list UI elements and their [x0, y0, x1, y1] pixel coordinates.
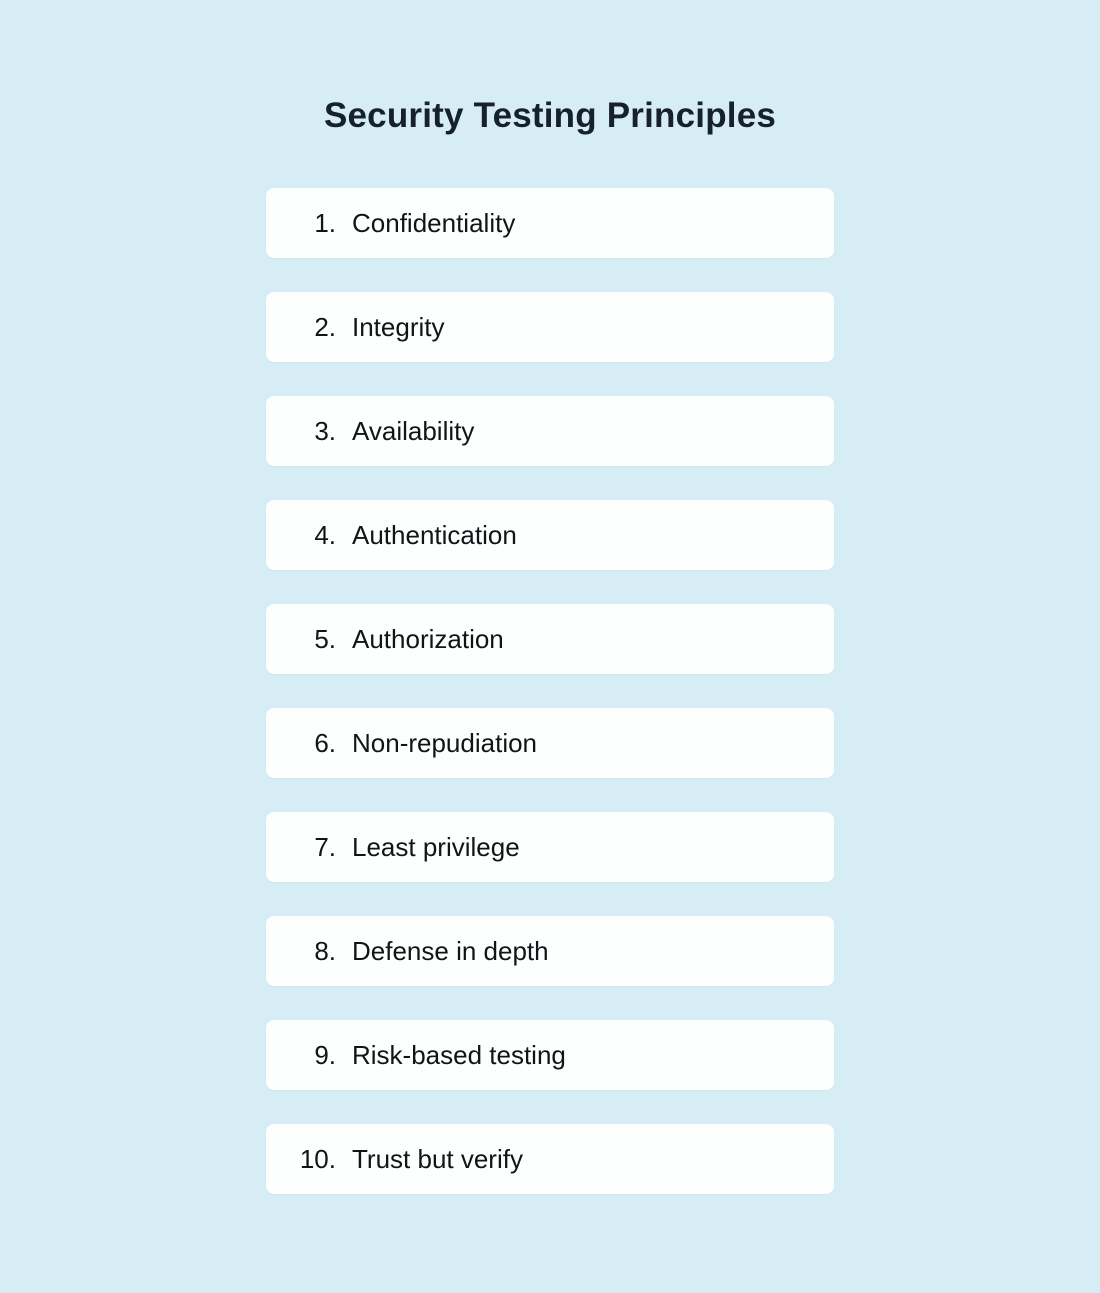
- list-item: [266, 916, 834, 986]
- item-number: 3.: [314, 415, 336, 446]
- item-number: 7.: [314, 831, 336, 862]
- item-label: Defense in depth: [352, 935, 549, 966]
- item-label: Non-repudiation: [352, 727, 538, 758]
- principles-list: [266, 188, 834, 1194]
- item-number: 2.: [314, 311, 336, 342]
- list-item: [266, 188, 834, 258]
- item-number: 4.: [314, 519, 336, 550]
- list-item: [266, 1124, 834, 1194]
- item-number: 9.: [314, 1039, 336, 1070]
- item-label: Risk-based testing: [352, 1039, 566, 1070]
- item-number: 8.: [314, 935, 336, 966]
- page-title: Security Testing Principles: [323, 96, 777, 135]
- item-label: Authorization: [352, 623, 504, 654]
- list-item: [266, 604, 834, 674]
- list-item: [266, 708, 834, 778]
- item-label: Confidentiality: [352, 207, 516, 238]
- list-item: [266, 292, 834, 362]
- item-number: 1.: [314, 207, 336, 238]
- item-label: Availability: [352, 415, 475, 446]
- item-label: Authentication: [352, 519, 517, 550]
- item-number: 10.: [299, 1143, 336, 1174]
- list-item: [266, 500, 834, 570]
- item-number: 6.: [314, 727, 336, 758]
- list-item: [266, 812, 834, 882]
- list-item: [266, 1020, 834, 1090]
- item-label: Integrity: [352, 311, 445, 342]
- item-number: 5.: [314, 623, 336, 654]
- list-item: [266, 396, 834, 466]
- item-label: Trust but verify: [352, 1143, 523, 1174]
- item-label: Least privilege: [352, 831, 520, 862]
